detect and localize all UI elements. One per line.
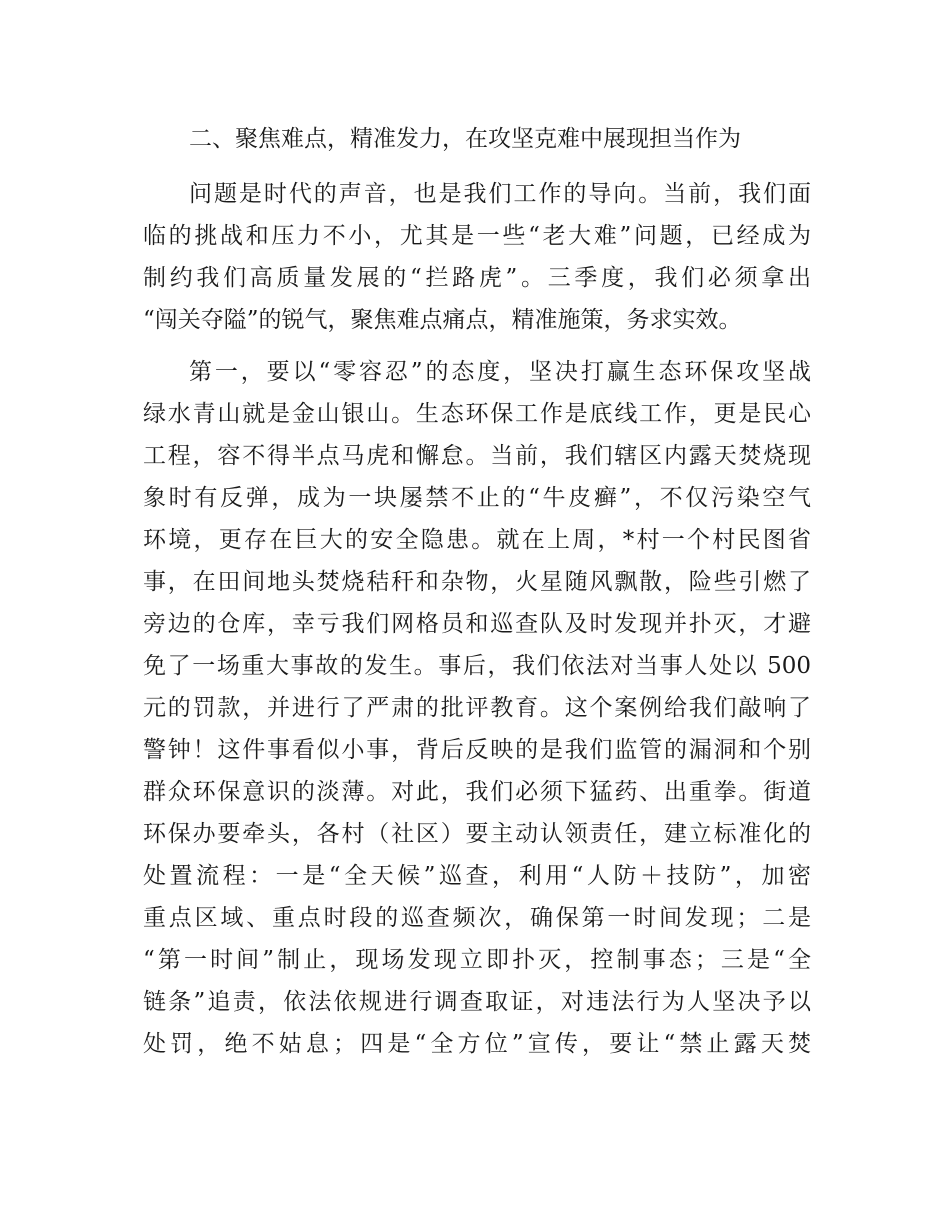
paragraph-line: 群众环保意识的淡薄。对此，我们必须下猛药、出重拳。街道 — [143, 779, 811, 805]
paragraph-line: 元的罚款，并进行了严肃的批评教育。这个案例给我们敲响了 — [143, 695, 811, 721]
paragraph-line: 旁边的仓库，幸亏我们网格员和巡查队及时发现并扑灭，才避 — [143, 611, 811, 637]
paragraph-line: 处罚，绝不姑息；四是“全方位”宣传，要让“禁止露天焚 — [143, 1031, 811, 1057]
paragraph-line: 事，在田间地头焚烧秸秆和杂物，火星随风飘散，险些引燃了 — [143, 569, 811, 595]
paragraph-1 — [143, 173, 811, 341]
section-heading-block — [143, 118, 811, 160]
paragraph-line: 警钟！这件事看似小事，背后反映的是我们监管的漏洞和个别 — [143, 737, 811, 763]
paragraph-line: “闯关夺隘”的锐气，聚焦难点痛点，精准施策，务求实效。 — [143, 307, 742, 333]
paragraph-line: 绿水青山就是金山银山。生态环保工作是底线工作，更是民心 — [143, 401, 811, 427]
paragraph-line: 环保办要牵头，各村（社区）要主动认领责任，建立标准化的 — [143, 821, 811, 847]
paragraph-2 — [143, 351, 811, 1065]
paragraph-line: 工程，容不得半点马虎和懈怠。当前，我们辖区内露天焚烧现 — [143, 443, 811, 469]
paragraph-line: 制约我们高质量发展的“拦路虎”。三季度，我们必须拿出 — [143, 265, 811, 291]
paragraph-line: 处置流程：一是“全天候”巡查，利用“人防＋技防”，加密 — [143, 863, 811, 889]
paragraph-line: 链条”追责，依法依规进行调查取证，对违法行为人坚决予以 — [143, 989, 811, 1015]
paragraph-line: “第一时间”制止，现场发现立即扑灭，控制事态；三是“全 — [143, 947, 811, 973]
paragraph-line: 免了一场重大事故的发生。事后，我们依法对当事人处以 500 — [143, 653, 811, 679]
section-heading: 二、聚焦难点，精准发力，在攻坚克难中展现担当作为 — [189, 126, 741, 152]
paragraph-line: 临的挑战和压力不小，尤其是一些“老大难”问题，已经成为 — [143, 223, 811, 249]
paragraph-line: 环境，更存在巨大的安全隐患。就在上周，*村一个村民图省 — [143, 527, 811, 553]
paragraph-line: 象时有反弹，成为一块屡禁不止的“牛皮癣”，不仅污染空气 — [143, 485, 811, 511]
paragraph-line: 第一，要以“零容忍”的态度，坚决打赢生态环保攻坚战 — [189, 359, 811, 385]
paragraph-line: 重点区域、重点时段的巡查频次，确保第一时间发现；二是 — [143, 905, 811, 931]
paragraph-line: 问题是时代的声音，也是我们工作的导向。当前，我们面 — [189, 181, 811, 207]
